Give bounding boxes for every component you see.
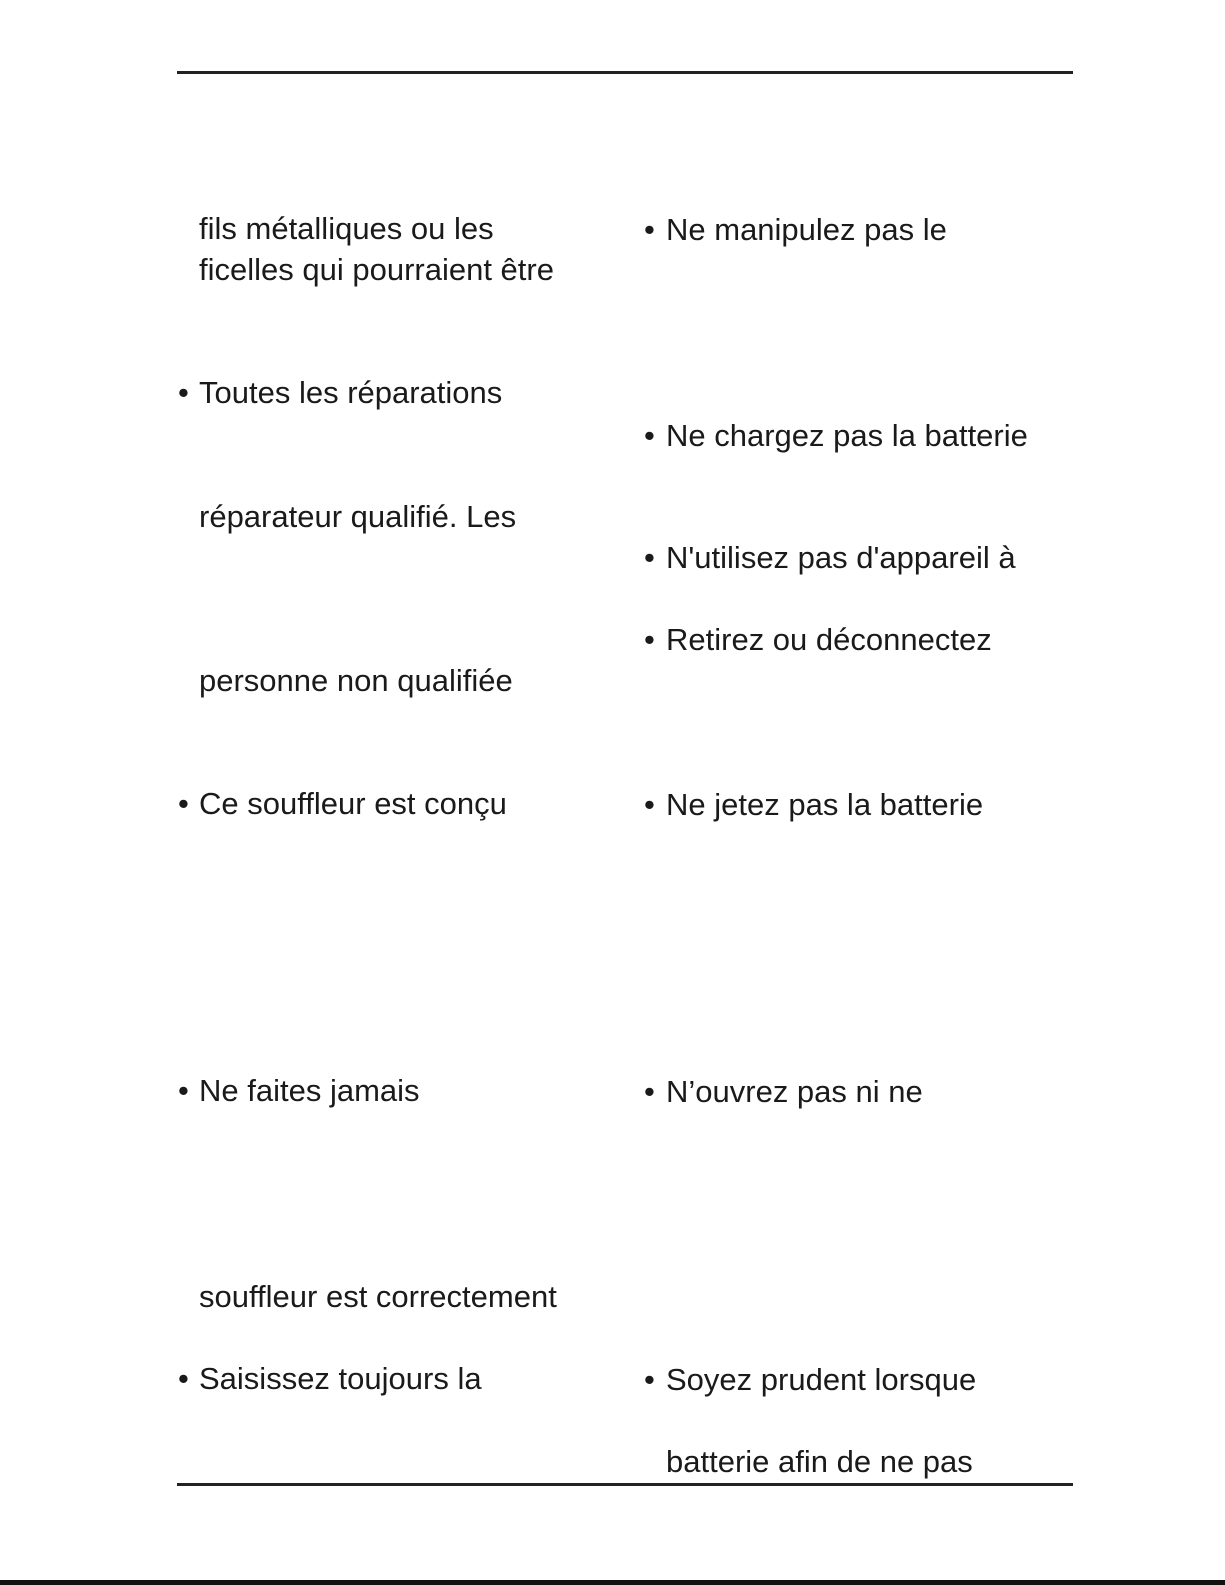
left-line-6: Ce souffleur est conçu (199, 786, 507, 821)
left-line-7: Ne faites jamais (199, 1073, 420, 1108)
left-line-8: souffleur est correctement (199, 1279, 557, 1314)
left-bullet-3: • (178, 1073, 189, 1108)
right-bullet-6: • (644, 1074, 655, 1109)
footer-rule (177, 1483, 1073, 1486)
right-bullet-1: • (644, 212, 655, 247)
left-line-2: ficelles qui pourraient être (199, 252, 554, 287)
right-line-6: N’ouvrez pas ni ne (666, 1074, 923, 1109)
right-line-7: Soyez prudent lorsque (666, 1362, 977, 1397)
right-line-4: Retirez ou déconnectez (666, 622, 992, 657)
left-line-5: personne non qualifiée (199, 663, 513, 698)
right-line-2: Ne chargez pas la batterie (666, 418, 1028, 453)
left-bullet-1: • (178, 375, 189, 410)
right-bullet-2: • (644, 418, 655, 453)
right-line-1: Ne manipulez pas le (666, 212, 947, 247)
right-bullet-4: • (644, 622, 655, 657)
right-line-8: batterie afin de ne pas (666, 1444, 973, 1479)
right-line-5: Ne jetez pas la batterie (666, 787, 984, 822)
left-bullet-2: • (178, 786, 189, 821)
header-rule (177, 71, 1073, 74)
right-line-3: N'utilisez pas d'appareil à (666, 540, 1016, 575)
page-bottom-edge (0, 1580, 1225, 1585)
right-bullet-3: • (644, 540, 655, 575)
left-line-9: Saisissez toujours la (199, 1361, 482, 1396)
left-bullet-4: • (178, 1361, 189, 1396)
right-bullet-5: • (644, 787, 655, 822)
left-line-4: réparateur qualifié. Les (199, 499, 517, 534)
right-bullet-7: • (644, 1362, 655, 1397)
left-line-1: fils métalliques ou les (199, 211, 494, 246)
left-line-3: Toutes les réparations (199, 375, 503, 410)
